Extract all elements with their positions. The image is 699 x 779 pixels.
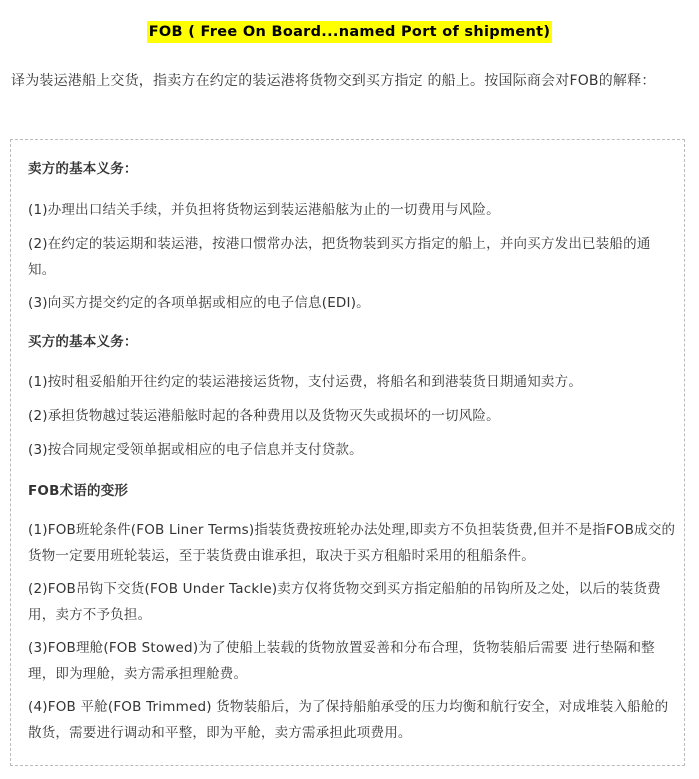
title-container [0,21,699,43]
variants-heading: FOB术语的变形 [28,483,129,499]
seller-item-2: (2)在约定的装运期和装运港，按港口惯常办法，把货物装到买方指定的船上，并向买方发出已装船的通知。 [28,236,651,278]
buyer-item-2: (2)承担货物越过装运港船舷时起的各种费用以及货物灭失或损坏的一切风险。 [28,408,500,424]
variant-item-3: (3)FOB理舱(FOB Stowed)为了使船上装载的货物放置妥善和分布合理，货物装船后需要 进行垫隔和整理，即为理舱，卖方需承担理舱费。 [28,640,655,682]
variant-item-1: (1)FOB班轮条件(FOB Liner Terms)指装货费按班轮办法处理,即卖方不负担装货费,但并不是指FOB成交的货物一定要用班轮装运，至于装货费由谁承担，取决于买方租船时采用的租船条件。 [28,522,676,564]
variant-item-2: (2)FOB吊钩下交货(FOB Under Tackle)卖方仅将货物交到买方指定船舶的吊钩所及之处，以后的装货费用，卖方不予负担。 [28,581,661,623]
seller-item-3: (3)向买方提交约定的各项单据或相应的电子信息(EDI)。 [28,295,370,311]
page-title: FOB ( Free On Board...named Port of shipment) [147,21,553,43]
obligations-box [10,139,685,766]
intro-paragraph: 译为装运港船上交货，指卖方在约定的装运港将货物交到买方指定 的船上。按国际商会对FOB的解释： [11,73,656,89]
variant-item-4: (4)FOB 平舱(FOB Trimmed) 货物装船后，为了保持船舶承受的压力均衡和航行安全，对成堆装入船舱的散货，需要进行调动和平整，即为平舱，卖方需承担此项费用。 [28,699,669,741]
seller-item-1: (1)办理出口结关手续，并负担将货物运到装运港船舷为止的一切费用与风险。 [28,202,500,218]
buyer-item-1: (1)按时租妥船舶开往约定的装运港接运货物，支付运费，将船名和到港装货日期通知卖方。 [28,374,583,390]
buyer-heading: 买方的基本义务： [28,334,138,350]
seller-heading: 卖方的基本义务： [28,161,138,177]
buyer-item-3: (3)按合同规定受领单据或相应的电子信息并支付贷款。 [28,442,363,458]
